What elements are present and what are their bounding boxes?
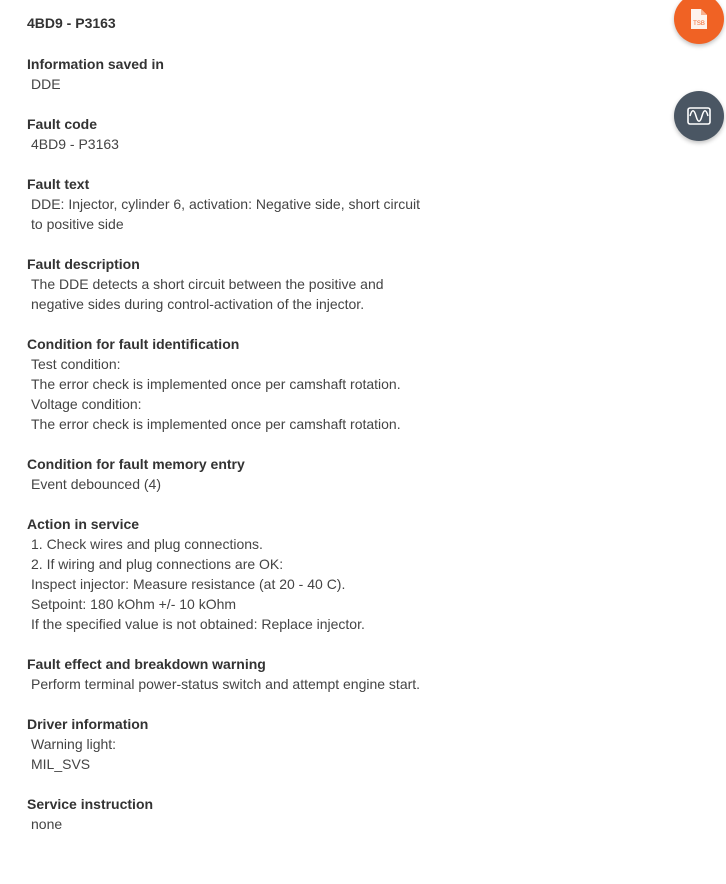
section-condition-fault-memory-entry — [27, 454, 427, 494]
fault-detail — [27, 13, 427, 854]
section-title: Fault effect and breakdown warning — [27, 656, 266, 672]
section-line: If the specified value is not obtained: Replace injector. — [31, 616, 365, 632]
section-title: Driver information — [27, 716, 149, 732]
section-fault-effect — [27, 654, 427, 694]
section-title: Action in service — [27, 516, 140, 532]
section-line: MIL_SVS — [31, 756, 91, 772]
tsb-button[interactable] — [674, 0, 724, 44]
waveform-icon — [687, 107, 711, 125]
section-line: Voltage condition: — [31, 396, 142, 412]
section-line: The DDE detects a short circuit between the positive and negative sides during control-activation of the injector. — [31, 276, 384, 312]
tsb-label: TSB — [693, 21, 705, 27]
section-line: Perform terminal power-status switch and attempt engine start. — [31, 676, 421, 692]
section-title: Information saved in — [27, 56, 164, 72]
section-condition-fault-identification — [27, 334, 427, 434]
section-line: Test condition: — [31, 356, 121, 372]
waveform-button[interactable] — [674, 91, 724, 141]
section-title: Fault description — [27, 256, 140, 272]
section-fault-code — [27, 114, 427, 154]
section-fault-description — [27, 254, 427, 314]
section-action-in-service — [27, 514, 427, 634]
section-line: 4BD9 - P3163 — [31, 136, 119, 152]
section-line: Inspect injector: Measure resistance (at 20 - 40 C). — [31, 576, 346, 592]
section-line: 1. Check wires and plug connections. — [31, 536, 263, 552]
section-line: The error check is implemented once per camshaft rotation. — [31, 416, 401, 432]
section-title: Condition for fault memory entry — [27, 456, 245, 472]
section-service-instruction — [27, 794, 427, 834]
section-line: Warning light: — [31, 736, 117, 752]
section-line: Setpoint: 180 kOhm +/- 10 kOhm — [31, 596, 237, 612]
page-title: 4BD9 - P3163 — [27, 15, 116, 31]
section-fault-text — [27, 174, 427, 234]
section-line: Event debounced (4) — [31, 476, 161, 492]
section-title: Condition for fault identification — [27, 336, 240, 352]
section-information-saved-in — [27, 54, 427, 94]
document-icon — [690, 8, 708, 30]
section-line: DDE — [31, 76, 61, 92]
section-title: Fault text — [27, 176, 90, 192]
section-line: 2. If wiring and plug connections are OK: — [31, 556, 284, 572]
section-driver-information — [27, 714, 427, 774]
section-title: Service instruction — [27, 796, 154, 812]
section-line: DDE: Injector, cylinder 6, activation: Negative side, short circuit to positive side — [31, 196, 421, 232]
section-title: Fault code — [27, 116, 98, 132]
section-line: none — [31, 816, 63, 832]
section-line: The error check is implemented once per camshaft rotation. — [31, 376, 401, 392]
